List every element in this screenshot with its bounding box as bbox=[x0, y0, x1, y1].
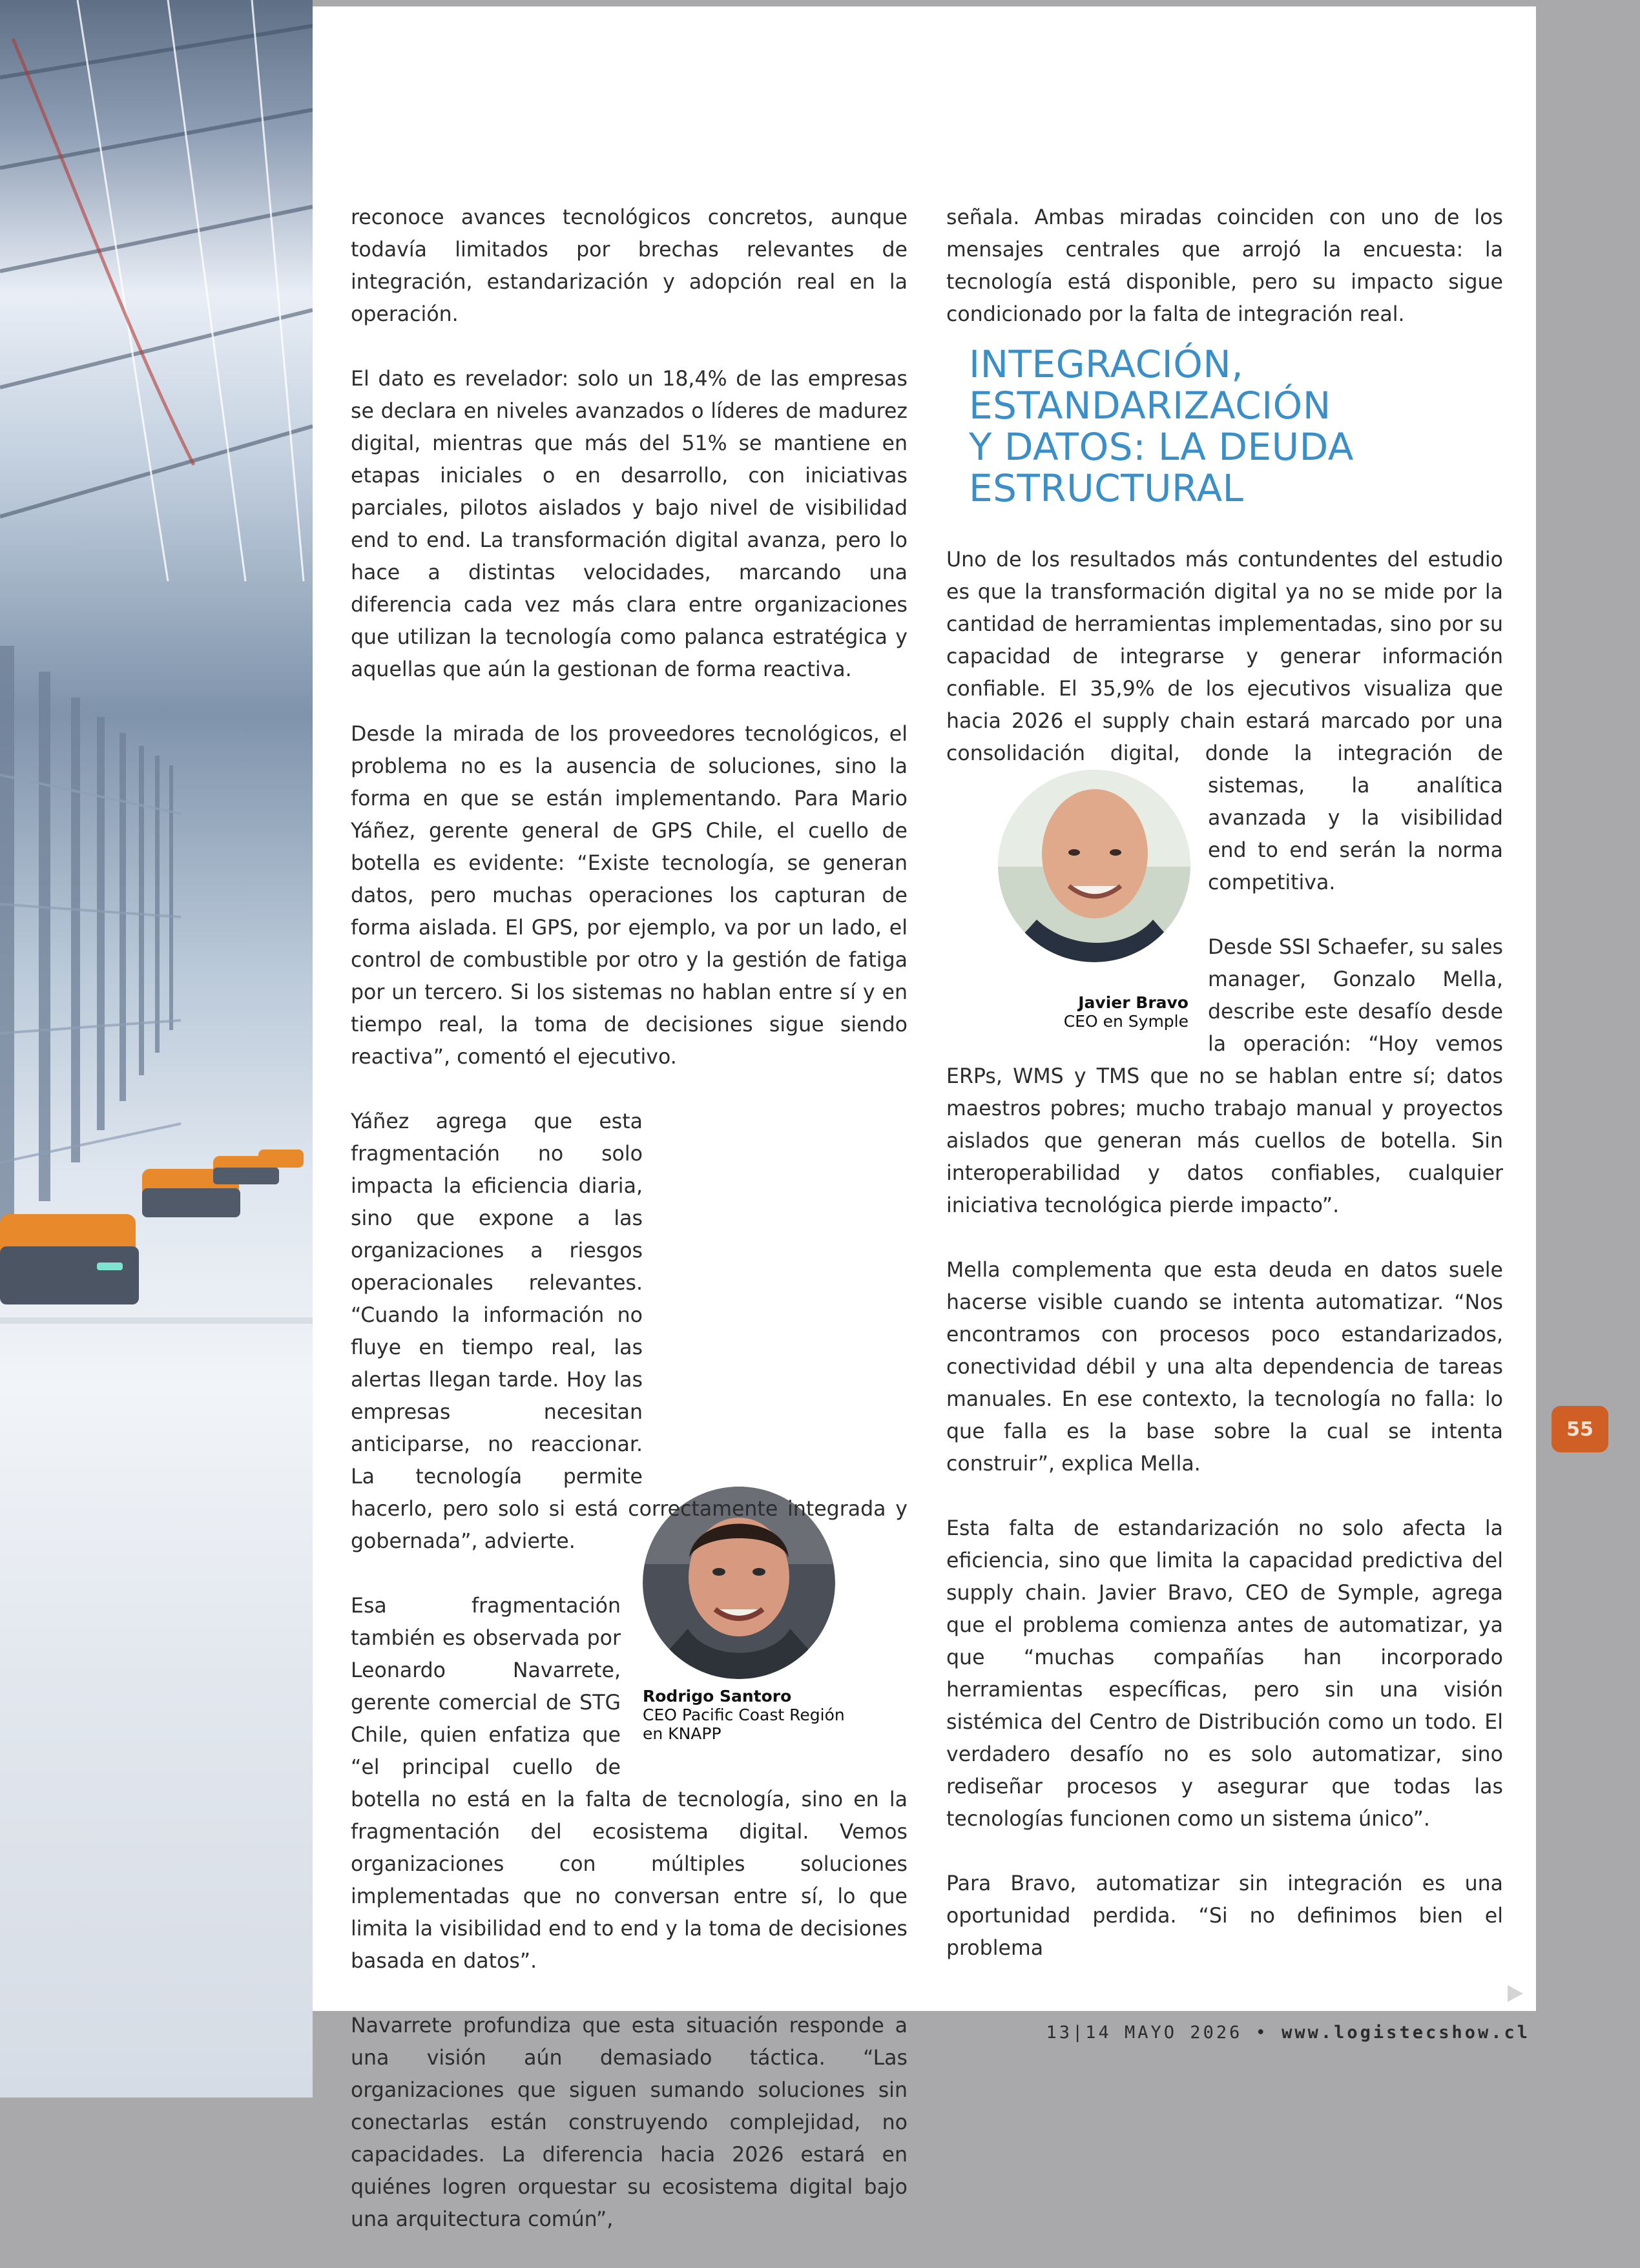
left-paragraph-4-wrap bbox=[351, 1106, 908, 1558]
right-column bbox=[946, 201, 1503, 1997]
bravo-caption-role: CEO en Symple bbox=[1063, 1012, 1188, 1031]
right-paragraph-5: Esta falta de estandarización no solo afecta la eficiencia, sino que limita la capacidad predictiva del supply chain. Javier Bravo, CEO de Symple, agrega que el problema comienza antes de automatizar, ya que “muchas compañías han incorporado herramientas específicas, pero sin una visión sistémica del Centro de Distribución como un todo. El verdadero desafío no es solo automatizar, sino rediseñar procesos y asegurar que todas las tecnologías funcionen como un sistema único”. bbox=[946, 1517, 1503, 1831]
santoro-caption-role-1: CEO Pacific Coast Región bbox=[643, 1706, 845, 1724]
left-paragraph-5: Esa fragmentación también es observada por Leonardo Navarrete, gerente comercial de STG Chile, quien enfatiza que “el principal cuello de botella no está en la falta de tecnología, sino en la fragmentación del ecosistema digital. Vemos organizaciones con múltiples soluciones implementadas que no conversan entre sí, lo que limita la visibilidad end to end y la toma de decisiones basada en datos”. bbox=[351, 1594, 908, 1973]
left-paragraph-6: Navarrete profundiza que esta situación responde a una visión aún demasiado táctica. “Las organizaciones que siguen sumando soluciones sin conectarlas están construyendo complejidad, no capacidades. La diferencia hacia 2026 estará en quiénes logren orquestar su ecosistema digital bajo una arquitectura común”, bbox=[351, 2014, 908, 2231]
heading-line-4: ESTRUCTURAL bbox=[969, 466, 1244, 510]
left-paragraph-3: Desde la mirada de los proveedores tecnológicos, el problema no es la ausencia de soluciones, sino la forma en que se están implementando. Para Mario Yáñez, gerente general de GPS Chile, el cuello de botella es evidente: “Existe tecnología, se generan datos, pero muchas operaciones los capturan de forma aislada. El GPS, por ejemplo, va por un lado, el control de combustible por otro y la gestión de fatiga por un tercero. Si los sistemas no hablan entre sí y en tiempo real, la toma de decisiones sigue siendo reactiva”, comentó el ejecutivo. bbox=[351, 723, 908, 1069]
right-paragraph-1: señala. Ambas miradas coinciden con uno de los mensajes centrales que arrojó la encuesta: la tecnología está disponible, pero su impacto sigue condicionado por la falta de integración real. bbox=[946, 206, 1503, 326]
left-paragraph-2: El dato es revelador: solo un 18,4% de las empresas se declara en niveles avanzados o líderes de madurez digital, mientras que más del 51% se mantiene en etapas iniciales o en desarrollo, con iniciativas parciales, pilotos aislados y bajo nivel de visibilidad end to end. La transformación digital avanza, pero lo hace a distintas velocidades, marcando una diferencia cada vez más clara entre organizaciones que utilizan la tecnología como palanca estratégica y aquellas que aún la gestionan de forma reactiva. bbox=[351, 367, 908, 681]
heading-line-2: ESTANDARIZACIÓN bbox=[969, 384, 1331, 428]
footer-separator: • bbox=[1255, 2023, 1269, 2043]
bravo-caption-name: Javier Bravo bbox=[1078, 993, 1188, 1012]
right-paragraph-2: Uno de los resultados más contundentes del estudio es que la transformación digital ya no se mide por la cantidad de herramientas implementadas, sino por su capacidad de integrarse y generar información confiable. El 35,9% de los ejecutivos visualiza que hacia 2026 el supply chain estará marcado por una consolidación digital, donde la integración de sistemas, la analítica avanzada y la visibilidad end to end serán la norma competitiva. bbox=[946, 548, 1503, 894]
right-paragraph-4: Mella complementa que esta deuda en datos suele hacerse visible cuando se intenta automatizar. “Nos encontramos con procesos poco estandarizados, conectividad débil y una alta dependencia de tareas manuales. En ese contexto, la tecnología no falla: lo que falla es la base sobre la cual se intenta construir”, explica Mella. bbox=[946, 1259, 1503, 1476]
bravo-photo-block bbox=[946, 770, 1188, 1031]
left-paragraph-1: reconoce avances tecnológicos concretos, aunque todavía limitados por brechas relevantes de integración, estandarización y adopción real en la operación. bbox=[351, 206, 908, 326]
page-number-tab: 55 bbox=[1552, 1406, 1608, 1452]
footer-date: 13|14 MAYO 2026 bbox=[1046, 2023, 1243, 2043]
javier-bravo-photo bbox=[998, 770, 1190, 962]
section-heading bbox=[969, 344, 1503, 509]
next-page-arrow-icon[interactable] bbox=[1508, 1985, 1523, 2002]
left-paragraph-4: Yáñez agrega que esta fragmentación no solo impacta la eficiencia diaria, sino que expone a las organizaciones a riesgos operacionales relevantes. “Cuando la información no fluye en tiempo real, las alertas llegan tarde. Hoy las empresas necesitan anticiparse, no reaccionar. La tecnología permite hacerlo, pero solo si está correctamente integrada y gobernada”, advierte. bbox=[351, 1110, 908, 1553]
right-paragraph-3: Desde SSI Schaefer, su sales manager, Gonzalo Mella, describe este desafío desde la operación: “Hoy vemos ERPs, WMS y TMS que no se hablan entre sí; datos maestros pobres; mucho trabajo manual y proyectos aislados que generan más cuellos de botella. Sin interoperabilidad y datos confiables, cualquier iniciativa tecnológica pierde impacto”. bbox=[946, 936, 1503, 1217]
bravo-float-zone bbox=[946, 544, 1503, 1222]
footer-website[interactable]: www.logistecshow.cl bbox=[1282, 2023, 1530, 2043]
footer bbox=[1046, 2023, 1531, 2043]
heading-line-3: Y DATOS: LA DEUDA bbox=[969, 425, 1354, 469]
warehouse-illustration bbox=[0, 0, 313, 2098]
right-paragraph-6: Para Bravo, automatizar sin integración es una oportunidad perdida. “Si no definimos bien el problema bbox=[946, 1872, 1503, 1960]
heading-line-1: INTEGRACIÓN, bbox=[969, 342, 1244, 386]
santoro-caption-role-2: en KNAPP bbox=[643, 1724, 721, 1743]
santoro-caption-name: Rodrigo Santoro bbox=[643, 1687, 792, 1706]
warehouse-photo-strip bbox=[0, 0, 313, 2098]
left-column bbox=[351, 201, 908, 2268]
santoro-float-zone bbox=[351, 1590, 908, 1977]
